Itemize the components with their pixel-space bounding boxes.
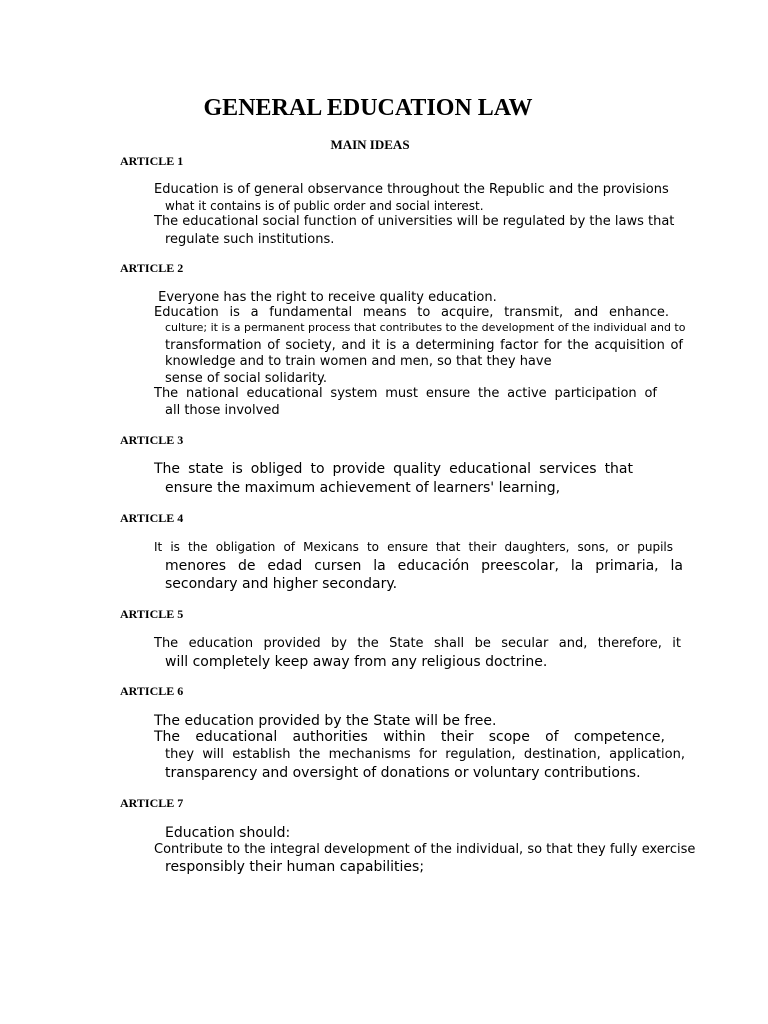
article-7-heading: ARTICLE 7: [120, 796, 184, 810]
article-4-heading: ARTICLE 4: [120, 511, 184, 525]
bullet-text: Everyone has the right to receive quality education.: [154, 290, 497, 305]
article-6-bullet-2: [143, 730, 665, 744]
document-title: GENERAL EDUCATION LAW: [203, 95, 533, 121]
article-6-heading: ARTICLE 6: [120, 684, 184, 698]
article-2-bullet-1: [143, 291, 497, 304]
article-1-bullet-1: [143, 183, 669, 196]
article-7-bullet-1-cont: responsibly their human capabilities;: [165, 859, 425, 875]
article-2-bullet-2-cont-3: knowledge and to train women and men, so that they have: [165, 354, 552, 369]
article-3-bullet-1-cont: ensure the maximum achievement of learners' learning,: [165, 480, 561, 496]
article-6-bullet-2-cont-2: transparency and oversight of donations or voluntary contributions.: [165, 765, 641, 781]
article-2-bullet-3: [143, 387, 657, 400]
article-2-bullet-3-cont: all those involved: [165, 403, 280, 418]
article-2-bullet-2: [143, 306, 669, 319]
article-2-bullet-2-cont-4: sense of social solidarity.: [165, 371, 327, 386]
bullet-text: The education provided by the State shall be secular and, therefore, it: [154, 636, 681, 651]
bullet-text: It is the obligation of Mexicans to ensure that their daughters, sons, or pupils: [154, 540, 673, 554]
bullet-text: The national educational system must ensure the active participation of: [154, 386, 657, 401]
article-5-heading: ARTICLE 5: [120, 607, 184, 621]
article-3-bullet-1: [143, 462, 633, 476]
document-subtitle: MAIN IDEAS: [330, 137, 410, 152]
article-1-bullet-2: [143, 214, 675, 229]
article-4-bullet-1: [143, 541, 673, 553]
article-3-heading: ARTICLE 3: [120, 433, 184, 447]
bullet-text: The educational authorities within their scope of competence,: [154, 729, 665, 745]
article-2-bullet-2-cont-1: culture; it is a permanent process that contributes to the development of the individual and to: [165, 321, 686, 334]
bullet-text: Contribute to the integral development of the individual, so that they fully exercise: [154, 842, 696, 857]
article-6-bullet-2-cont-1: they will establish the mechanisms for regulation, destination, application,: [165, 747, 685, 762]
article-1-heading: ARTICLE 1: [120, 154, 184, 168]
article-7-intro: Education should:: [165, 825, 291, 841]
article-4-bullet-1-cont-1: menores de edad cursen la educación preescolar, la primaria, la: [165, 558, 683, 574]
article-2-bullet-2-cont-2: transformation of society, and it is a determining factor for the acquisition of: [165, 338, 683, 353]
bullet-text: Education is of general observance throughout the Republic and the provisions: [154, 182, 669, 197]
bullet-text: Education is a fundamental means to acquire, transmit, and enhance.: [154, 305, 669, 320]
article-4-bullet-1-cont-2: secondary and higher secondary.: [165, 576, 398, 592]
bullet-text: The education provided by the State will be free.: [154, 713, 497, 729]
article-6-bullet-1: [143, 714, 496, 728]
article-1-bullet-1-cont: what it contains is of public order and social interest.: [165, 199, 484, 213]
article-2-heading: ARTICLE 2: [120, 261, 184, 275]
bullet-text: The educational social function of universities will be regulated by the laws that: [154, 214, 675, 229]
article-7-bullet-1: [143, 842, 696, 857]
article-5-bullet-1: [143, 637, 681, 650]
bullet-text: The state is obliged to provide quality educational services that: [154, 461, 633, 477]
article-5-bullet-1-cont: will completely keep away from any religious doctrine.: [165, 654, 548, 670]
article-1-bullet-2-cont: regulate such institutions.: [165, 232, 335, 247]
